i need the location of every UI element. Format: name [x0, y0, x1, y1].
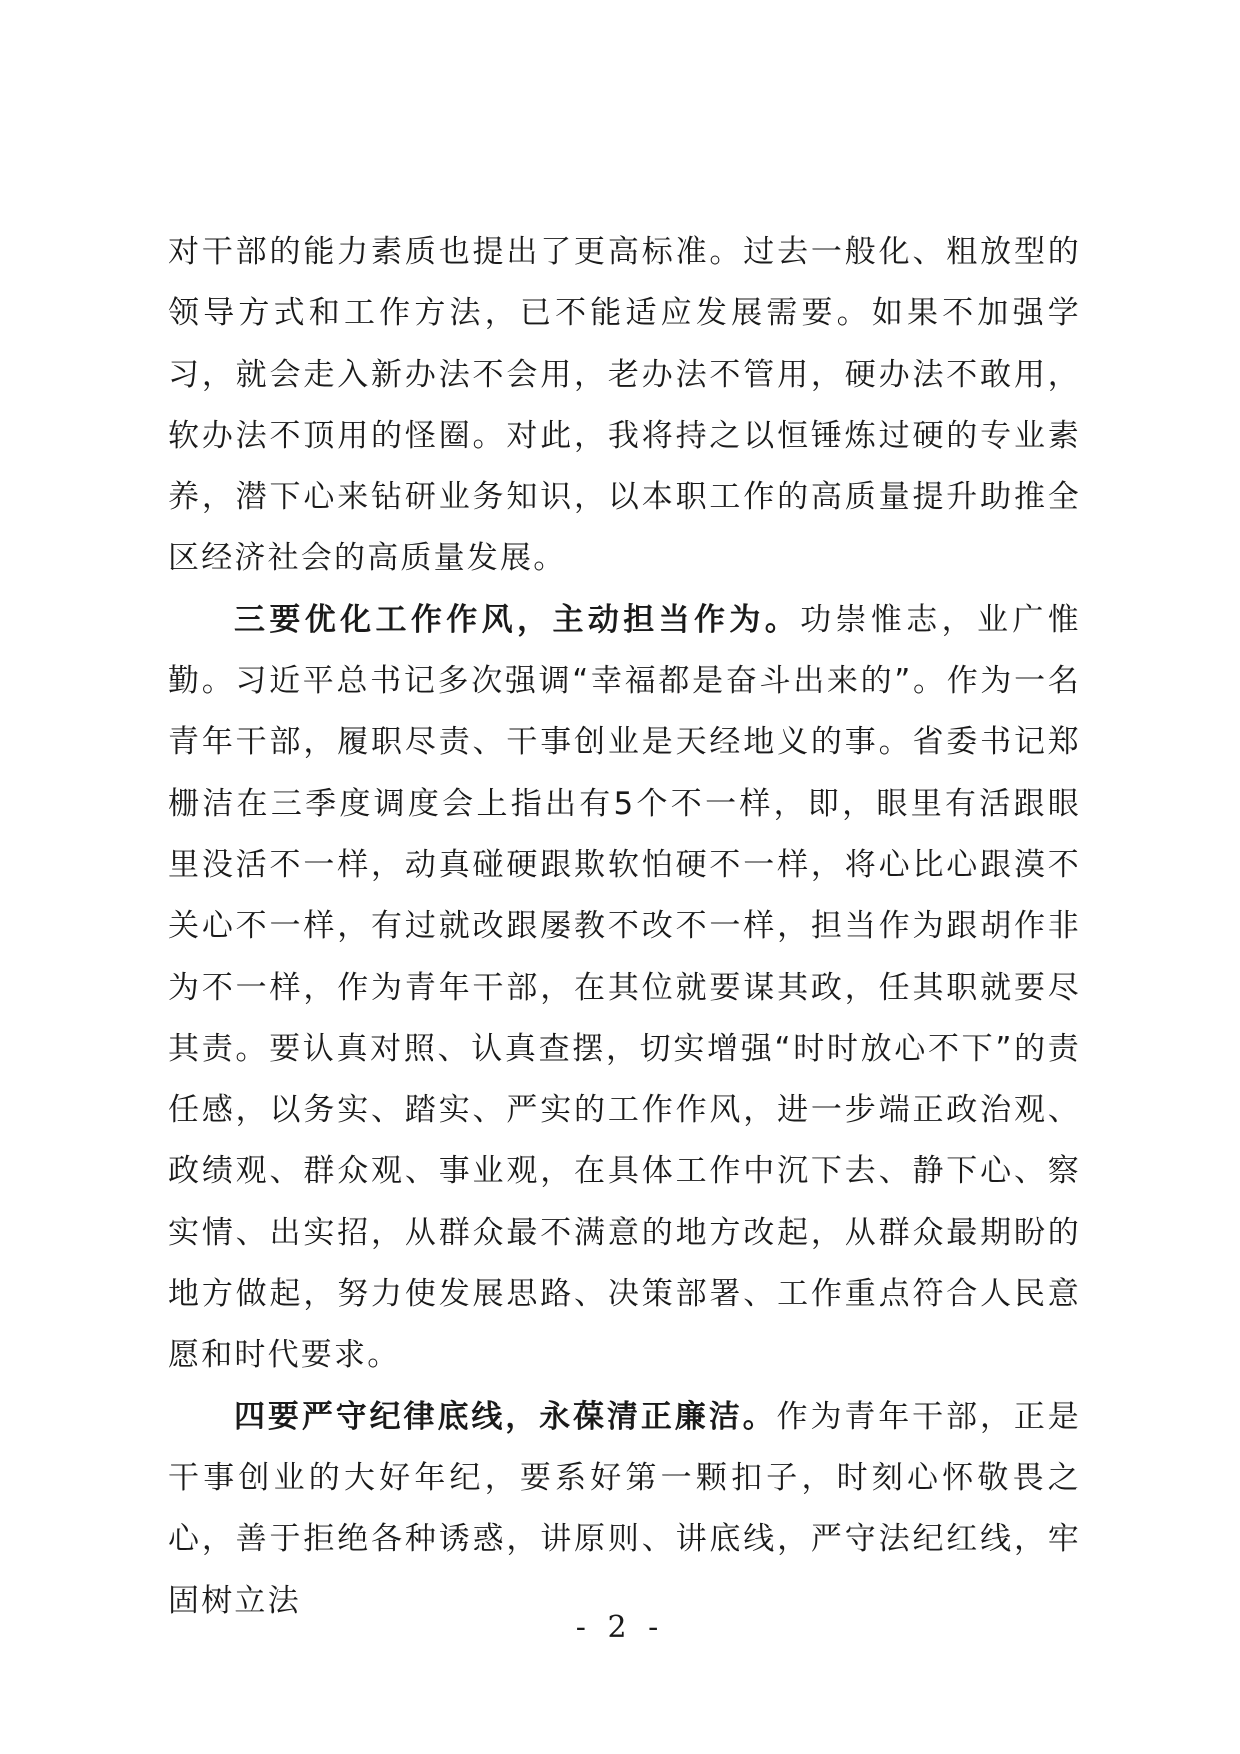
paragraph-1-text: 对干部的能力素质也提出了更高标准。过去一般化、粗放型的领导方式和工作方法，已不能适应发展需要。如果不加强学习，就会走入新办法不会用，老办法不管用，硬办法不敢用，软办法不顶用的怪圈。对此，我将持之以恒锤炼过硬的专业素养，潜下心来钻研业务知识，以本职工作的高质量提升助推全区经济社会的高质量发展。: [168, 234, 1081, 577]
paragraph-3-text: 作为青年干部，正是干事创业的大好年纪，要系好第一颗扣子，时刻心怀敬畏之心，善于拒绝各种诱惑，讲原则、讲底线，严守法纪红线，牢固树立法: [168, 1398, 1081, 1619]
paragraph-1: [168, 222, 1081, 590]
paragraph-3-heading: 四要严守纪律底线，永葆清正廉洁。: [234, 1398, 777, 1435]
paragraph-2-text: 功崇惟志，业广惟勤。习近平总书记多次强调“幸福都是奋斗出来的”。作为一名青年干部，履职尽责、干事创业是天经地义的事。省委书记郑栅洁在三季度调度会上指出有5个不一样，即，眼里有活跟眼里没活不一样，动真碰硬跟欺软怕硬不一样，将心比心跟漠不关心不一样，有过就改跟屡教不改不一样，担当作为跟胡作非为不一样，作为青年干部，在其位就要谋其政，任其职就要尽其责。要认真对照、认真查摆，切实增强“时时放心不下”的责任感，以务实、踏实、严实的工作作风，进一步端正政治观、政绩观、群众观、事业观，在具体工作中沉下去、静下心、察实情、出实招，从群众最不满意的地方改起，从群众最期盼的地方做起，努力使发展思路、决策部署、工作重点符合人民意愿和时代要求。: [168, 601, 1081, 1374]
paragraph-2: [168, 590, 1081, 1387]
page-number: - 2 -: [575, 1610, 665, 1645]
body-text: [168, 222, 1081, 1632]
paragraph-3: [168, 1387, 1081, 1632]
paragraph-2-heading: 三要优化工作作风，主动担当作为。: [234, 601, 801, 638]
